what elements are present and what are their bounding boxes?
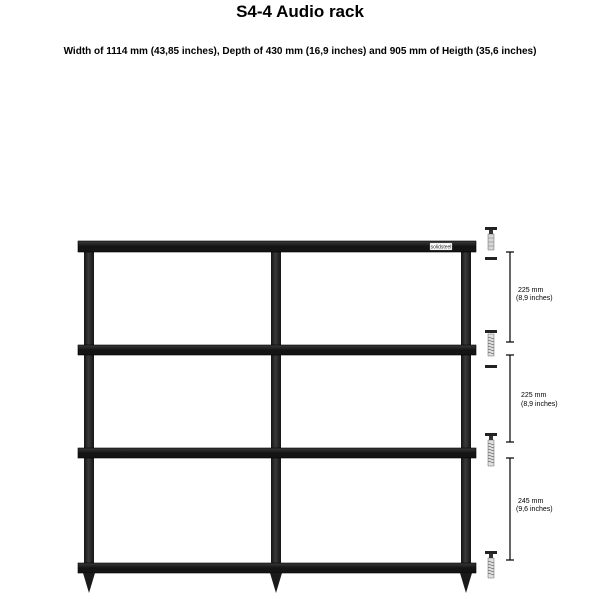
brand-label: solidsteel — [430, 244, 452, 251]
dimension-bracket-3 — [506, 458, 553, 560]
dimension-bracket-1 — [506, 252, 553, 342]
dimension-bracket-2 — [506, 355, 558, 442]
coupler-top — [485, 227, 497, 260]
spike-left — [83, 573, 95, 593]
shelf-second — [78, 345, 476, 355]
middle-post — [271, 250, 281, 568]
spike-middle — [270, 573, 282, 593]
dimension-1-mm: 225 mm — [518, 287, 544, 294]
coupler-third — [485, 433, 497, 466]
spike-right — [460, 573, 472, 593]
side-hardware — [485, 227, 497, 578]
dimension-3-mm: 245 mm — [518, 498, 544, 505]
rack-dimensions-description: Width of 1114 mm (43,85 inches), Depth of 430 mm (16,9 inches) and 905 mm of Heigth (35,6 inches) — [63, 46, 537, 57]
page-title: S4-4 Audio rack — [236, 2, 364, 21]
dimension-3-inches: (9,6 inches) — [516, 506, 553, 513]
dimension-1-inches: (8,9 inches) — [516, 295, 553, 302]
shelf-bottom — [78, 563, 476, 573]
dimension-2-mm: 225 mm — [521, 392, 547, 399]
coupler-second — [485, 330, 497, 368]
rack-posts — [84, 250, 471, 568]
shelf-third — [78, 448, 476, 458]
right-post — [461, 250, 471, 568]
coupler-bottom — [485, 551, 497, 578]
floor-spikes — [83, 573, 472, 593]
dimension-2-inches: (8,9 inches) — [521, 401, 558, 408]
shelf-top — [78, 241, 476, 252]
left-post — [84, 250, 94, 568]
